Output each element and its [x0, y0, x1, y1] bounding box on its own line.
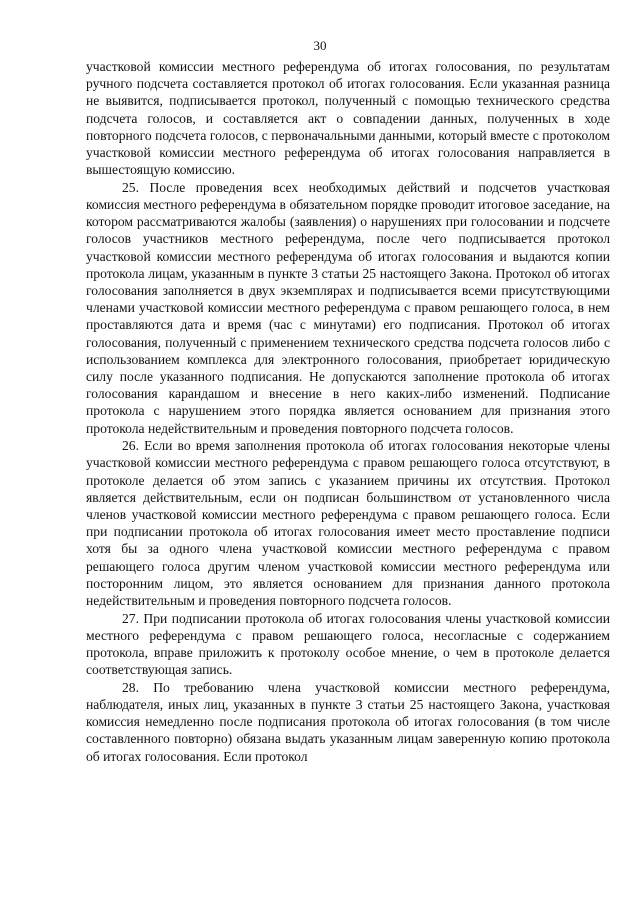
document-body — [86, 58, 610, 765]
page-number: 30 — [313, 38, 327, 53]
paragraph-item-28: 28. По требованию члена участковой комиссии местного референдума, наблюдателя, иных лиц, указанных в пункте 3 статьи 25 настоящего Закона, участковая комиссия немедленно после подписания протокола об итогах голосования (в том числе составленного повторно) обязана выдать указанным лицам заверенную копию протокола об итогах голосования. Если протокол — [86, 679, 610, 764]
paragraph-item-27: 27. При подписании протокола об итогах голосования члены участковой комиссии местного референдума с правом решающего голоса, несогласные с содержанием протокола, вправе приложить к протоколу особое мнение, о чем в протоколе делается соответствующая запись. — [86, 610, 610, 678]
paragraph-item-25: 25. После проведения всех необходимых действий и подсчетов участковая комиссия местного референдума в обязательном порядке проводит итоговое заседание, на котором рассматриваются жалобы (заявления) о нарушениях при голосовании и подсчете голосов участников местного референдума, после чего подписывается протокол участковой комиссии местного референдума об итогах голосования и выдаются копии протокола лицам, указанным в пункте 3 статьи 25 настоящего Закона. Протокол об итогах голосования заполняется в двух экземплярах и подписывается всеми присутствующими членами участковой комиссии местного референдума с правом решающего голоса, в нем проставляются дата и время (час с минутами) его подписания. Протокол об итогах голосования, полученный с применением технического средства подсчета голосов либо с использованием комплекса для электронного голосования, приобретает юридическую силу после указанного подписания. Не допускаются заполнение протокола об итогах голосования карандашом и внесение в него каких-либо изменений. Подписание протокола с нарушением этого порядка является основанием для признания этого протокола недействительным и проведения повторного подсчета голосов. — [86, 179, 610, 436]
paragraph-item-26: 26. Если во время заполнения протокола об итогах голосования некоторые члены участковой комиссии местного референдума с правом решающего голоса отсутствуют, в протоколе делается об этом запись с указанием причины их отсутствия. Протокол является действительным, если он подписан большинством от установленного числа членов участковой комиссии местного референдума с правом решающего голоса. Если при подписании протокола об итогах голосования имеет место проставление подписи хотя бы за одного члена участковой комиссии местного референдума с правом решающего голоса другим членом участковой комиссии местного референдума или посторонним лицом, это является основанием для признания данного протокола недействительным и проведения повторного подсчета голосов. — [86, 438, 610, 609]
paragraph-continuation: участковой комиссии местного референдума об итогах голосования, по результатам ручного подсчета составляется протокол об итогах голосования. Если указанная разница не выявится, подписывается протокол, полученный с помощью технического средства подсчета голосов, и составляется акт о совпадении данных, полученных в ходе повторного подсчета голосов, с первоначальными данными, который вместе с протоколом участковой комиссии местного референдума об итогах голосования направляется в вышестоящую комиссию. — [86, 59, 610, 178]
